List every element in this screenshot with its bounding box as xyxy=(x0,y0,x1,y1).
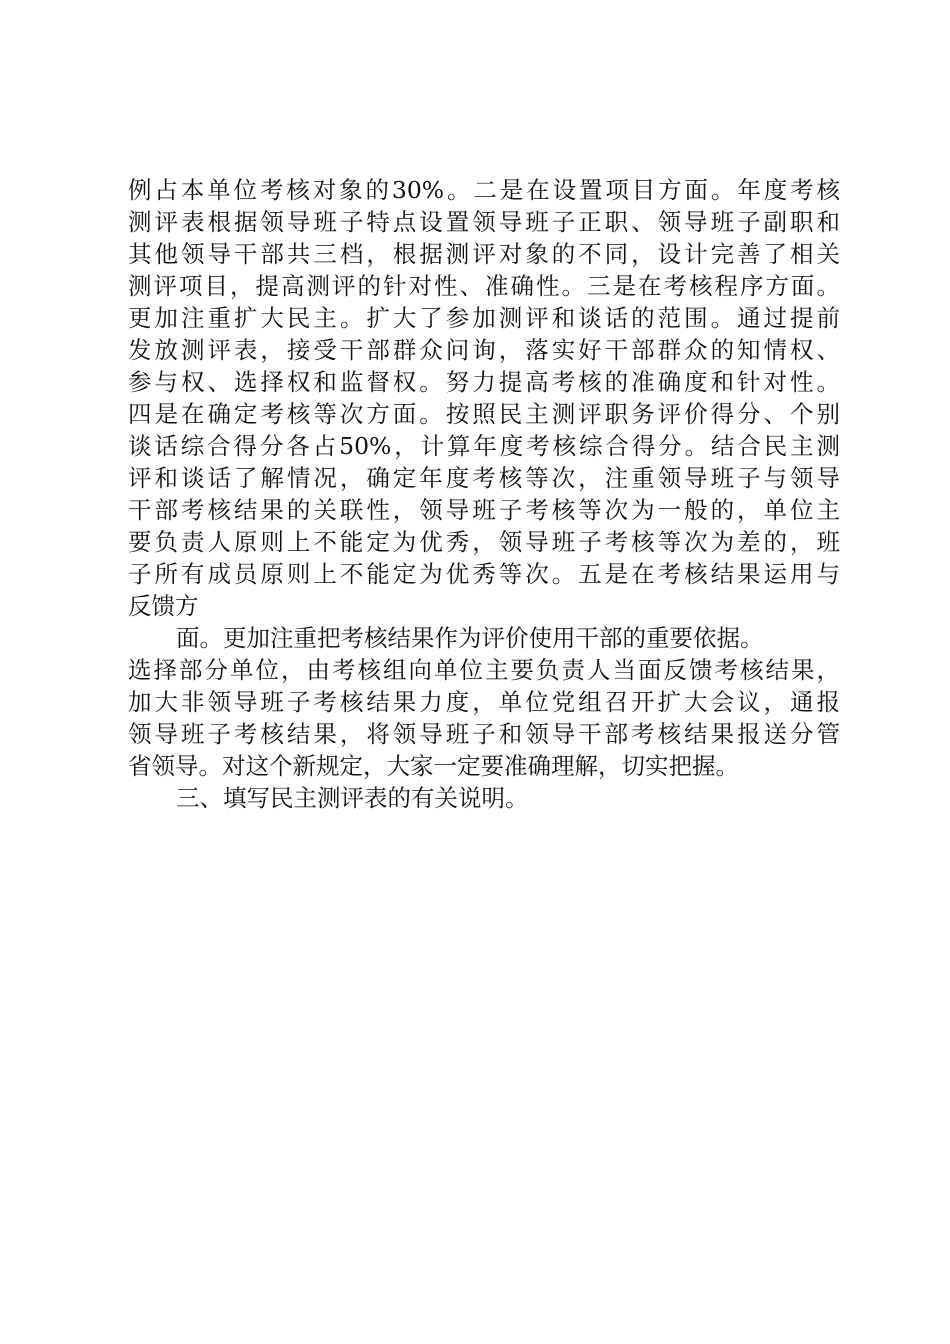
paragraph-1-line-3: 其他领导干部共三档，根据测评对象的不同，设计完善了相关 xyxy=(128,240,840,268)
paragraph-1-line-6: 发放测评表，接受干部群众问询，落实好干部群众的知情权、 xyxy=(128,336,840,364)
paragraph-2-line-4: 领导班子考核结果，将领导班子和领导干部考核结果报送分管 xyxy=(128,720,840,748)
document-body xyxy=(128,174,840,814)
paragraph-1-line-4: 测评项目，提高测评的针对性、准确性。三是在考核程序方面。 xyxy=(128,272,840,300)
paragraph-1-line-2: 测评表根据领导班子特点设置领导班子正职、领导班子副职和 xyxy=(128,208,840,236)
paragraph-2-line-2: 选择部分单位，由考核组向单位主要负责人当面反馈考核结果， xyxy=(128,656,840,684)
paragraph-1-line-13: 子所有成员原则上不能定为优秀等次。五是在考核结果运用与 xyxy=(128,560,840,588)
paragraph-1-line-12: 要负责人原则上不能定为优秀，领导班子考核等次为差的，班 xyxy=(128,528,840,556)
paragraph-2-line-3: 加大非领导班子考核结果力度，单位党组召开扩大会议，通报 xyxy=(128,688,840,716)
section-heading-line: 三、填写民主测评表的有关说明。 xyxy=(176,784,529,812)
paragraph-1-line-11: 干部考核结果的关联性，领导班子考核等次为一般的，单位主 xyxy=(128,496,840,524)
paragraph-1-line-14: 反馈方 xyxy=(128,592,199,620)
paragraph-1-line-1: 例占本单位考核对象的30%。二是在设置项目方面。年度考核 xyxy=(128,176,840,204)
paragraph-1-line-10: 评和谈话了解情况，确定年度考核等次，注重领导班子与领导 xyxy=(128,464,840,492)
paragraph-2-line-5: 省领导。对这个新规定，大家一定要准确理解，切实把握。 xyxy=(128,752,739,780)
paragraph-1-line-7: 参与权、选择权和监督权。努力提高考核的准确度和针对性。 xyxy=(128,368,840,396)
paragraph-2-line-1: 面。更加注重把考核结果作为评价使用干部的重要依据。 xyxy=(176,624,764,652)
paragraph-1-line-8: 四是在确定考核等次方面。按照民主测评职务评价得分、个别 xyxy=(128,400,840,428)
paragraph-1-line-5: 更加注重扩大民主。扩大了参加测评和谈话的范围。通过提前 xyxy=(128,304,840,332)
paragraph-1-line-9: 谈话综合得分各占50%，计算年度考核综合得分。结合民主测 xyxy=(128,432,840,460)
